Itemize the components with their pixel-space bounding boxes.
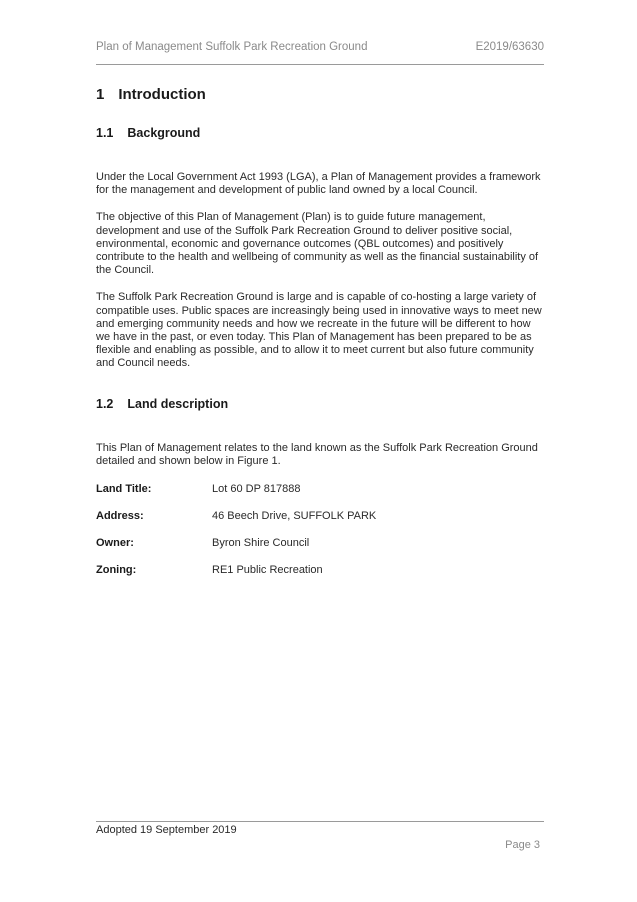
subsection-heading-land-description bbox=[96, 397, 544, 411]
subsection-title: Background bbox=[127, 126, 201, 140]
background-paragraph-3: The Suffolk Park Recreation Ground is large and is capable of co-hosting a large variety of compatible uses. Public spaces are increasingly being used in innovative ways to meet new and emerging community needs and how we recreate in the future will be different to how we have in the past, or even today. This Plan of Management has been prepared to be as flexible and enabling as possible, and to allow it to meet current but also future community and Council needs. bbox=[96, 291, 542, 370]
address-value: 46 Beech Drive, SUFFOLK PARK bbox=[212, 510, 377, 523]
subsection-number: 1.1 bbox=[96, 126, 114, 140]
owner-label: Owner: bbox=[96, 537, 134, 550]
land-detail-row bbox=[96, 564, 376, 591]
background-paragraph-1: Under the Local Government Act 1993 (LGA), a Plan of Management provides a framework for the management and development of public land owned by a local Council. bbox=[96, 171, 541, 197]
land-detail-row bbox=[96, 537, 376, 564]
zoning-label: Zoning: bbox=[96, 564, 137, 577]
land-title-label: Land Title: bbox=[96, 483, 152, 496]
address-label: Address: bbox=[96, 510, 144, 523]
land-detail-row bbox=[96, 510, 376, 537]
background-paragraph-2: The objective of this Plan of Management (Plan) is to guide future management, development and use of the Suffolk Park Recreation Ground to deliver positive social, environmental, economic and governance outcomes (QBL outcomes) and positively contribute to the health and wellbeing of community as well as the financial sustainability of the Council. bbox=[96, 211, 539, 277]
section-title: Introduction bbox=[118, 86, 206, 103]
zoning-value: RE1 Public Recreation bbox=[212, 564, 323, 577]
page-number: Page 3 bbox=[505, 839, 540, 851]
land-title-value: Lot 60 DP 817888 bbox=[212, 483, 301, 496]
land-details-table bbox=[96, 483, 376, 591]
header-divider bbox=[96, 64, 544, 65]
document-title: Plan of Management Suffolk Park Recreation Ground bbox=[96, 41, 368, 53]
footer-divider bbox=[96, 821, 544, 822]
subsection-number: 1.2 bbox=[96, 396, 114, 411]
subsection-title: Land description bbox=[127, 396, 229, 411]
document-reference: E2019/63630 bbox=[475, 41, 544, 53]
section-number: 1 bbox=[96, 86, 105, 103]
owner-value: Byron Shire Council bbox=[212, 537, 310, 550]
land-detail-row bbox=[96, 483, 376, 510]
adopted-date: Adopted 19 September 2019 bbox=[96, 824, 237, 836]
section-heading-1 bbox=[96, 86, 544, 103]
main-content bbox=[96, 85, 544, 591]
subsection-heading-background bbox=[96, 126, 544, 140]
land-description-intro: This Plan of Management relates to the land known as the Suffolk Park Recreation Ground detailed and shown below in Figure 1. bbox=[96, 441, 538, 467]
